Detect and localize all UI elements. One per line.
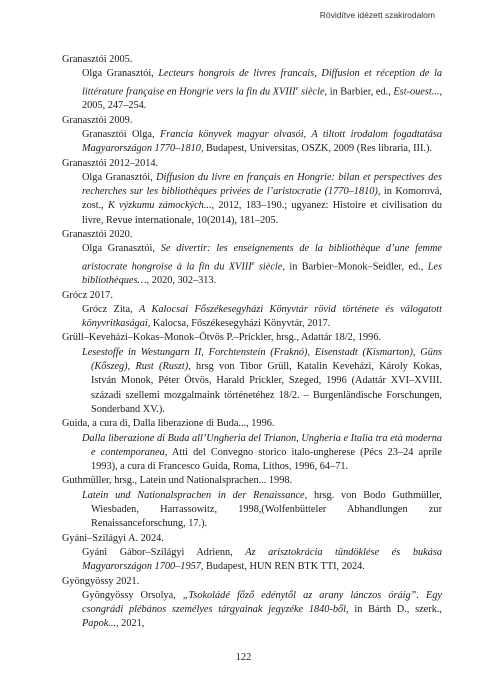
reference-title: Les bibliothèques…, [82, 261, 443, 287]
reference-text: , in Barbier–Monok–Seidler, ed., [282, 261, 428, 272]
reference-title: A Kalocsai Főszékesegyházi Könyvtár rövid története és válogatott könyvritkaságai, [82, 303, 442, 330]
reference-text: Olga Granasztói, [82, 243, 161, 255]
reference-text: Atti del Convegno storico italo-ungherese (Pécs 23–24 aprile 1993), a cura di Francesco Guida, Roma, Lithos, 1996, 64–71. [91, 446, 442, 473]
entry-reference [82, 489, 442, 532]
reference-title: e [251, 259, 255, 267]
entry-key: Granasztói 2009. [62, 114, 133, 126]
entry-reference [82, 128, 442, 157]
reference-title: Dalla liberazione di Buda all’Ungheria del Trianon, Ungheria e Italia tra età moderna e contemporanea, [82, 432, 442, 458]
reference-title: Lesestoffe in Westungarn II, Forchtenstein (Fraknó), Eisenstadt (Kismarton), Güns (Kőszeg), Rust (Ruszt), [82, 346, 442, 373]
reference-text: in Komorová, zost., [82, 186, 442, 212]
reference-title: Papok..., [82, 618, 119, 630]
reference-text: , in Barbier, ed., [324, 86, 394, 98]
entry-reference [82, 589, 442, 632]
entry-key: Granasztói 2005. [62, 54, 133, 65]
bibliography-list [62, 53, 442, 632]
reference-title: siècle [298, 86, 325, 98]
reference-title: Diffusion du livre en français en Hongrie: bilan et perspectives des recherches sur les bibliothèques privées de l’aristocratie (1770–1810), [82, 171, 443, 198]
reference-title: Se divertir: les enseignements de la bibliothèque d’une femme aristocrate hongroise à la fin du XVIII [82, 243, 442, 272]
reference-text: Kalocsa, Főszékesegyházi Könyvtár, 2017. [150, 318, 331, 330]
reference-text: hrsg von Tibor Grüll, Katalin Keveházi, Károly Kokas, István Monok, Péter Ötvös, Harald Prickler, Szeged, 1996 (Adattár XVI–XVIII. századi szellemi mozgalmaink történetéhez 18/2. – Burgenländische Forschungen, Sonderband XV.). [91, 361, 442, 415]
entry-reference [82, 346, 442, 417]
reference-text: hrsg. von Bodo Guthmüller, Wiesbaden, Harrassowitz, 1998,(Wolfenbütteler Abhandlungen zur Renaissanceforschung, 17.). [91, 489, 442, 530]
reference-text: Budapest, HUN REN BTK TTI, 2024. [203, 561, 365, 573]
reference-title: Francia könyvek magyar olvasói, A tiltott irodalom fogadtatása Magyarországon 1770–1810, [82, 128, 442, 155]
reference-text: Olga Granasztói, [82, 171, 157, 183]
reference-title: „Tsokoládé főző edénytől az arany lánczos óráig”. Egy csongrádi plébános személyes tárgyainak jegyzéke 1840-ből, [82, 589, 442, 616]
reference-text: Gyáni Gábor–Szilágyi Adrienn, [82, 546, 246, 558]
reference-text: Budapest, Universitas, OSZK, 2009 (Res libraria, III.). [203, 143, 432, 155]
running-header: Rövidítve idézett szakirodalom [319, 10, 435, 20]
reference-text: Gyöngyössy Orsolya, [82, 589, 183, 601]
reference-text: 2012, 183–190.; ugyanez: Histoire et civilisation du livre, Revue internationale, 10(2014), 181–205. [82, 200, 442, 226]
page-number: 122 [235, 652, 252, 663]
entry-reference [82, 67, 442, 113]
reference-text: 2021, [118, 618, 145, 630]
entry-key: Guida, a cura di, Dalla liberazione di Buda..., 1996. [62, 418, 275, 430]
entry-reference [82, 546, 442, 575]
reference-title: Az arisztokrácia tündöklése és bukása Magyarországon 1700–1957, [82, 546, 442, 573]
entry-reference [82, 242, 442, 288]
entry-key: Grüll–Keveházi–Kokas–Monok–Ötvös P.–Prickler, hrsg., Adattár 18/2, 1996. [62, 332, 382, 344]
reference-title: Latein und Nationalsprachen in der Renaissance, [82, 489, 308, 501]
entry-key: Gyáni–Szilágyi A. 2024. [62, 532, 164, 544]
entry-reference [82, 432, 442, 475]
reference-text: in Bárth D., szerk., [348, 604, 443, 616]
entry-key: Gyöngyössy 2021. [62, 575, 140, 587]
reference-title: Lecteurs hongrois de livres francais, Diffusion et réception de la littérature française en Hongrie vers la fin du XVIII [82, 68, 443, 98]
entry-reference [82, 303, 442, 332]
reference-title: K výzkumu zámockých..., [107, 200, 215, 212]
entry-reference [82, 171, 442, 228]
entry-key: Granasztói 2020. [62, 228, 133, 240]
entry-key: Guthmüller, hrsg., Latein und Nationalsprachen... 1998. [62, 475, 293, 487]
reference-text: 2020, 302–313. [149, 275, 217, 287]
reference-title: e [295, 84, 299, 92]
reference-title: Est-ouest... [393, 86, 440, 98]
reference-text: Grócz Zita, [82, 303, 140, 315]
entry-key: Granasztói 2012–2014. [62, 157, 159, 169]
reference-text: Olga Granasztói, [82, 68, 159, 80]
entry-key: Grócz 2017. [62, 289, 113, 301]
reference-text: , 2005, 247–254. [82, 86, 443, 112]
reference-text: Granasztói Olga, [82, 128, 160, 140]
reference-title: siècle [254, 261, 283, 272]
